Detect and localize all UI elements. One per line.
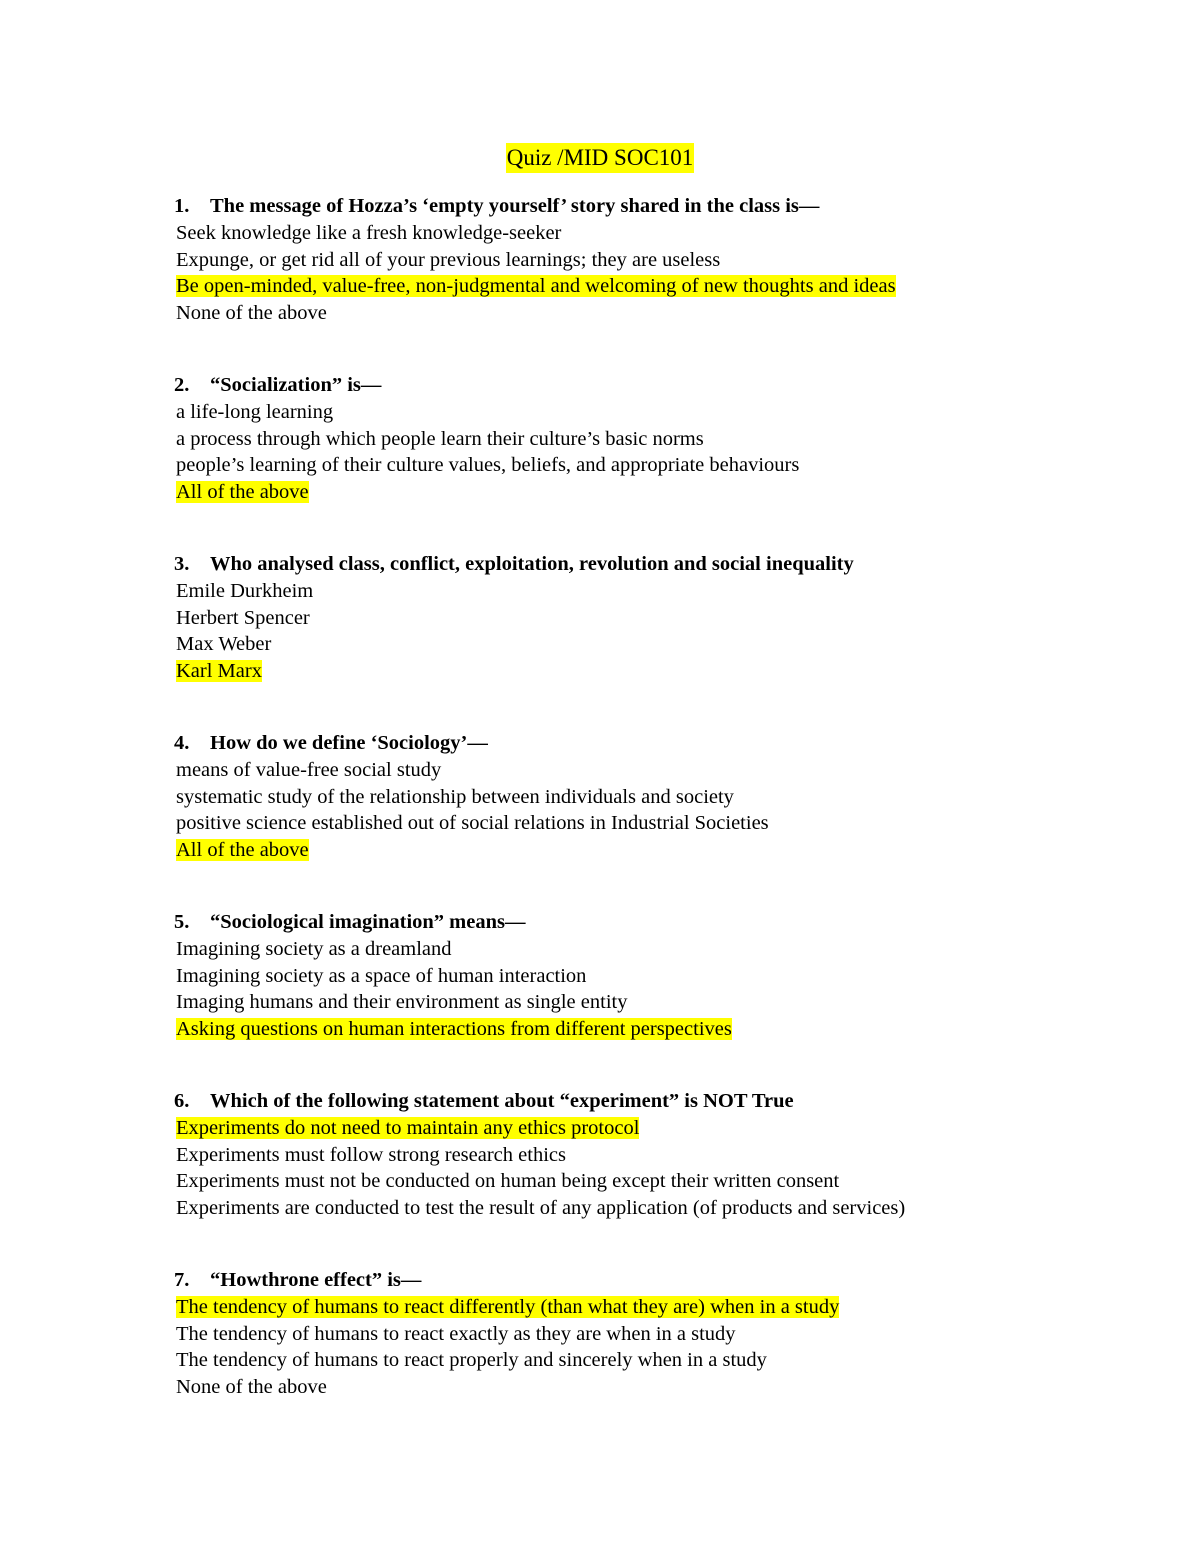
option-text: Imagining society as a dreamland <box>176 937 452 960</box>
option-correct <box>176 658 1136 685</box>
question-number: 1. <box>174 195 190 217</box>
option-text: a process through which people learn their culture’s basic norms <box>176 427 704 450</box>
title-container <box>0 143 1200 173</box>
option-text-highlighted: All of the above <box>176 839 309 862</box>
option <box>176 399 1136 426</box>
option <box>176 963 1136 990</box>
option-text: The tendency of humans to react exactly as they are when in a study <box>176 1322 736 1345</box>
question-4 <box>176 730 1136 864</box>
question-5 <box>176 909 1136 1043</box>
question-heading <box>174 909 1136 936</box>
question-text: “Howthrone effect” is— <box>210 1268 422 1291</box>
option-text: people’s learning of their culture values, beliefs, and appropriate behaviours <box>176 454 800 477</box>
option <box>176 247 1136 274</box>
option-text: Emile Durkheim <box>176 579 314 602</box>
question-heading <box>174 372 1136 399</box>
question-text: Who analysed class, conflict, exploitation, revolution and social inequality <box>210 552 854 575</box>
question-heading <box>174 1267 1136 1294</box>
option-text: positive science established out of social relations in Industrial Societies <box>176 812 769 835</box>
option-text: Experiments must follow strong research ethics <box>176 1143 566 1166</box>
option-text-highlighted: All of the above <box>176 481 309 504</box>
option-text-highlighted: Be open-minded, value-free, non-judgmental and welcoming of new thoughts and ideas <box>176 275 896 298</box>
option-text: Herbert Spencer <box>176 606 310 629</box>
question-heading <box>174 1088 1136 1115</box>
option-correct <box>176 1115 1136 1142</box>
option <box>176 757 1136 784</box>
option-text: Experiments are conducted to test the result of any application (of products and services) <box>176 1197 906 1220</box>
option-text-highlighted: Karl Marx <box>176 660 262 683</box>
question-number: 6. <box>174 1089 190 1112</box>
option <box>176 1347 1136 1374</box>
question-text: How do we define ‘Sociology’— <box>210 731 488 754</box>
option-text: Expunge, or get rid all of your previous learnings; they are useless <box>176 248 721 271</box>
question-text: “Socialization” is— <box>210 373 382 396</box>
option-correct <box>176 1294 1136 1321</box>
option-text: Experiments must not be conducted on human being except their written consent <box>176 1170 840 1193</box>
question-number: 3. <box>174 552 190 575</box>
option <box>176 452 1136 479</box>
question-3 <box>176 551 1136 685</box>
question-7 <box>176 1267 1136 1401</box>
option-correct <box>176 273 1136 300</box>
question-list <box>176 193 1136 1401</box>
question-text: “Sociological imagination” means— <box>210 910 526 933</box>
option-correct <box>176 1016 1136 1043</box>
question-text: Which of the following statement about “experiment” is NOT True <box>210 1089 794 1112</box>
option <box>176 810 1136 837</box>
option <box>176 1142 1136 1169</box>
option <box>176 605 1136 632</box>
question-number: 2. <box>174 373 190 396</box>
page-title: Quiz /MID SOC101 <box>506 143 695 173</box>
option-text: The tendency of humans to react properly and sincerely when in a study <box>176 1349 767 1372</box>
option <box>176 936 1136 963</box>
option <box>176 1168 1136 1195</box>
question-number: 7. <box>174 1268 190 1291</box>
option <box>176 300 1136 327</box>
option <box>176 220 1136 247</box>
option-text: Seek knowledge like a fresh knowledge-seeker <box>176 221 562 244</box>
option-text: systematic study of the relationship between individuals and society <box>176 785 734 808</box>
option-text-highlighted: The tendency of humans to react differently (than what they are) when in a study <box>176 1295 840 1318</box>
option-text: means of value-free social study <box>176 758 442 781</box>
option <box>176 426 1136 453</box>
option <box>176 784 1136 811</box>
question-6 <box>176 1088 1136 1222</box>
option-text: Imagining society as a space of human interaction <box>176 964 587 987</box>
question-text: The message of Hozza’s ‘empty yourself’ story shared in the class is— <box>210 195 820 217</box>
question-1 <box>176 193 1136 327</box>
question-2 <box>176 372 1136 506</box>
question-heading <box>174 730 1136 757</box>
option-text: Max Weber <box>176 633 272 656</box>
question-heading <box>174 193 1136 220</box>
option-text: Imaging humans and their environment as single entity <box>176 991 628 1014</box>
option-text-highlighted: Asking questions on human interactions from different perspectives <box>176 1018 732 1041</box>
option <box>176 1195 1136 1222</box>
option <box>176 578 1136 605</box>
option <box>176 1374 1136 1401</box>
question-number: 5. <box>174 910 190 933</box>
option-text: None of the above <box>176 1376 327 1399</box>
option-correct <box>176 837 1136 864</box>
question-number: 4. <box>174 731 190 754</box>
option-text: a life-long learning <box>176 400 334 423</box>
option-text-highlighted: Experiments do not need to maintain any ethics protocol <box>176 1116 640 1139</box>
option-text: None of the above <box>176 302 327 325</box>
option <box>176 989 1136 1016</box>
question-heading <box>174 551 1136 578</box>
option <box>176 631 1136 658</box>
option <box>176 1321 1136 1348</box>
option-correct <box>176 479 1136 506</box>
